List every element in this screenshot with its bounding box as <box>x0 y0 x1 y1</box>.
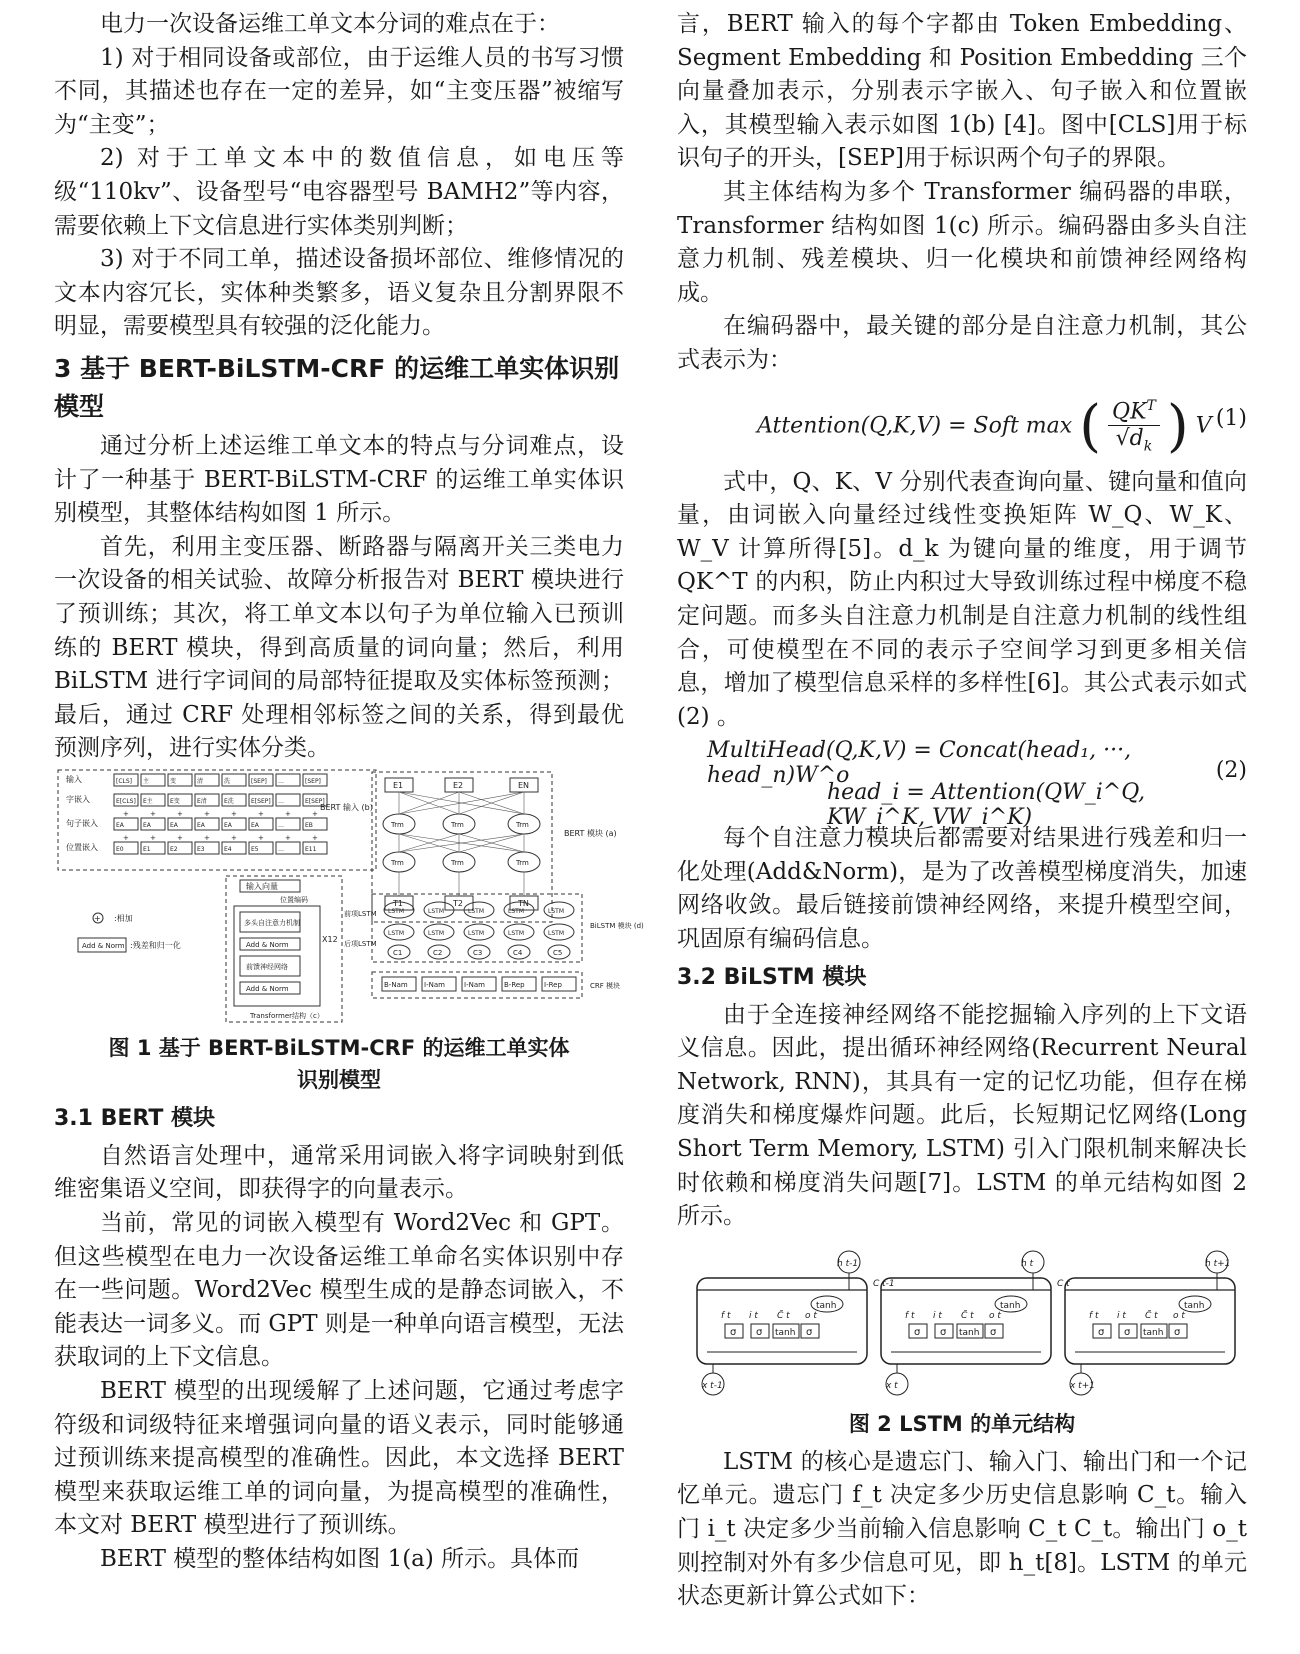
equation-1-v: V <box>1195 413 1212 439</box>
fig1-crf-tag: I-Nam <box>424 980 445 989</box>
equation-2-line-1: MultiHead(Q,K,V) = Concat(head₁, ···, head_n)W^o <box>707 738 1132 789</box>
fig2-tanh: tanh <box>1143 1327 1164 1338</box>
fig1-c-node: C5 <box>553 948 563 957</box>
section-3-paragraph-1: 通过分析上述运维工单文本的特点与分词难点，设计了一种基于 BERT-BiLSTM-CRF 的运维工单实体识别模型，其整体结构如图 1 所示。 <box>54 432 624 527</box>
section-3-2-heading: 3.2 BiLSTM 模块 <box>677 964 867 990</box>
right-column <box>677 8 1247 1614</box>
fig1-lstm-forward: LSTM <box>428 907 444 915</box>
fig1-plus-sign: + <box>312 809 318 818</box>
fig2-sigma: σ <box>756 1326 763 1338</box>
section-3-1-paragraph-2: 当前，常见的词嵌入模型有 Word2Vec 和 GPT。但这些模型在电力一次设备运维工单命名实体识别中存在一些问题。Word2Vec 模型生成的是静态词嵌入，不能表达一词多义。而 GPT 则是一种单向语言模型，无法获取词的上下文信息。 <box>54 1210 624 1371</box>
fig1-mha: 多头自注意力机制 <box>244 918 300 927</box>
fig1-e-node: EN <box>518 780 530 790</box>
fig1-token-text: 主 <box>143 777 150 785</box>
fig1-c-node: C1 <box>393 948 403 957</box>
intro-text: 电力一次设备运维工单文本分词的难点在于： <box>100 11 560 37</box>
fig1-e-node: E1 <box>393 780 404 790</box>
fig1-lstm-forward: LSTM <box>508 907 524 915</box>
equation-1-numerator: QK <box>1112 399 1147 425</box>
fig1-position-encoding: 位置编码 <box>280 895 308 904</box>
fig1-plus-sign: + <box>150 833 156 842</box>
fig1-pos-emb-text: E2 <box>170 845 178 853</box>
fig1-lstm-backward: LSTM <box>508 929 524 937</box>
fig1-plus-sign: + <box>150 809 156 818</box>
fig1-c-node: C2 <box>433 948 443 957</box>
fig2-cell <box>697 1278 867 1364</box>
fig1-lstm-forward: LSTM <box>468 907 484 915</box>
difficulty-item-2: 2) 对于工单文本中的数值信息，如电压等级“110kv”、设备型号“电容器型号 BAMH2”等内容，需要依赖上下文信息进行实体类别判断； <box>54 145 624 239</box>
equation-2 <box>677 734 1247 831</box>
fig1-crf-tag: B-Rep <box>504 980 525 989</box>
figure-1-caption-line-2: 识别模型 <box>297 1067 381 1092</box>
fig1-transformer-input: 输入向量 <box>246 881 278 891</box>
fig1-addnorm-legend-box: Add & Norm <box>82 941 125 950</box>
fig1-plus-sign: + <box>312 833 318 842</box>
fig1-pos-emb-text: E0 <box>116 845 124 853</box>
equation-1-lhs: Attention(Q,K,V) = Soft max <box>757 413 1073 439</box>
fig2-tanh: tanh <box>1184 1300 1205 1311</box>
fig1-tok-emb-text: E洗 <box>224 797 234 805</box>
fig1-tok-emb-text: E主 <box>143 797 153 805</box>
fig1-tok-emb-text: E[SEP] <box>305 797 325 805</box>
fig1-segment-label: 句子嵌入 <box>66 818 98 828</box>
fig1-backward-lstm: 后项LSTM <box>344 939 377 948</box>
fig2-h-label: h t+1 <box>1205 1258 1231 1269</box>
fig2-x-label: x t+1 <box>1070 1380 1095 1391</box>
fig2-c-label: C t-1 <box>873 1278 895 1289</box>
attention-intro-paragraph: 在编码器中，最关键的部分是自注意力机制，其公式表示为： <box>677 313 1247 373</box>
fig1-token-text: … <box>278 777 284 785</box>
fig1-seg-emb-text: EA <box>116 821 124 829</box>
fig2-cell <box>1065 1278 1235 1364</box>
equation-2-label: (2) <box>1215 758 1247 784</box>
equation-1: Attention(Q,K,V) = Soft max ( $\frac{QK^T}{√d_k}$ ) V (1) <box>757 393 1247 459</box>
fig1-plus-legend: :相加 <box>114 913 133 923</box>
fig2-x-label: x t <box>886 1380 898 1391</box>
fig1-token-label: 字嵌入 <box>66 794 90 804</box>
fig1-pos-emb-text: … <box>278 845 284 853</box>
fig1-trm-node: Trm <box>451 858 464 867</box>
fig1-lstm-backward: LSTM <box>388 929 404 937</box>
fig1-tok-emb-text: E[CLS] <box>116 797 136 805</box>
lstm-core-paragraph: LSTM 的核心是遗忘门、输入门、输出门和一个记忆单元。遗忘门 f_t 决定多少历史信息影响 C_t。输入门 i_t 决定多少当前输入信息影响 C_t C_t。输出门 o_t 则控制对外有多少信息可见，即 h_t[8]。LSTM 的单元状态更新计算公式如下： <box>677 1448 1247 1610</box>
fig1-plus-sign: + <box>231 809 237 818</box>
fig2-h-label: h t-1 <box>837 1258 859 1269</box>
difficulty-item-1: 1) 对于相同设备或部位，由于运维人员的书写习惯不同，其描述也存在一定的差异，如“主变压器”被缩写为“主变”； <box>54 44 624 138</box>
fig1-token-text: 清 <box>197 777 204 785</box>
fig1-plus-sign: + <box>123 833 129 842</box>
figure-1-caption <box>54 1032 624 1096</box>
fig2-gate-label: f t <box>1089 1310 1099 1321</box>
fig1-t-node: T1 <box>393 898 403 908</box>
fig1-plus-sign: + <box>258 809 264 818</box>
fig1-pos-emb-text: E4 <box>224 845 232 853</box>
fig1-plus-sign: + <box>285 809 291 818</box>
transformer-paragraph: 其主体结构为多个 Transformer 编码器的串联，Transformer 结构如图 1(c) 所示。编码器由多头自注意力机制、残差模块、归一化模块和前馈神经网络构成。 <box>677 178 1247 306</box>
fig1-addnorm-legend: :残差和归一化 <box>130 940 181 950</box>
section-3-paragraph-2: 首先，利用主变压器、断路器与隔离开关三类电力一次设备的相关试验、故障分析报告对 BERT 模块进行了预训练；其次，将工单文本以句子为单位输入已预训练的 BERT 模块，得到高质量的词向量；然后，利用 BiLSTM 进行字词间的局部特征提取及实体标签预测；最后，通过 CRF 处理相邻标签之间的关系，得到最优预测序列，进行实体分类。 <box>54 533 624 762</box>
svg-text:+: + <box>94 913 101 923</box>
fig1-pos-emb-text: E11 <box>305 845 317 853</box>
fig2-sigma: σ <box>730 1326 737 1338</box>
fig1-pos-emb-text: E3 <box>197 845 205 853</box>
fig2-gate-label: o t <box>805 1310 817 1321</box>
fig1-seg-emb-text: EA <box>224 821 232 829</box>
equation-1-denominator: √d <box>1115 425 1144 451</box>
fig2-tanh: tanh <box>775 1327 796 1338</box>
fig1-tok-emb-text: E[SEP] <box>251 797 271 805</box>
fig1-plus-sign: + <box>123 809 129 818</box>
bert-input-paragraph: 言，BERT 输入的每个字都由 Token Embedding、Segment Embedding 和 Position Embedding 三个向量叠加表示，分别表示字嵌入、句子嵌入和位置嵌入，其模型输入表示如图 1(b) [4]。图中[CLS]用于标识句子的开头，[SEP]用于标识两个句子的界限。 <box>677 11 1247 172</box>
fig1-seg-emb-text: EB <box>305 821 313 829</box>
fig1-bert-input-label: BERT 输入 (b) <box>320 802 373 812</box>
fig2-c-label: C t <box>1057 1278 1070 1289</box>
fig1-plus-sign: + <box>177 833 183 842</box>
fig2-gate-label: C̃ t <box>777 1310 790 1321</box>
section-3-heading: 3 基于 BERT-BiLSTM-CRF 的运维工单实体识别模型 <box>54 353 620 421</box>
fig1-plus-sign: + <box>285 833 291 842</box>
fig2-tanh: tanh <box>816 1300 837 1311</box>
fig1-plus-sign: + <box>231 833 237 842</box>
section-3-1-paragraph-1: 自然语言处理中，通常采用词嵌入将字词映射到低维密集语义空间，即获得字的向量表示。 <box>54 1142 624 1203</box>
fig2-gate-label: C̃ t <box>961 1310 974 1321</box>
fig2-gate-label: f t <box>905 1310 915 1321</box>
fig2-gate-label: i t <box>749 1310 758 1321</box>
fig1-trm-node: Trm <box>391 858 404 867</box>
fig1-t-node: T2 <box>453 898 463 908</box>
fig2-gate-label: o t <box>1173 1310 1185 1321</box>
fig1-seg-emb-text: … <box>278 821 284 829</box>
equation-1-label: (1) <box>1215 405 1247 431</box>
fig1-trm-node: Trm <box>516 858 529 867</box>
fig1-plus-sign: + <box>204 809 210 818</box>
figure-1-diagram <box>54 766 644 1028</box>
fig2-sigma: σ <box>1174 1326 1181 1338</box>
fig1-lstm-backward: LSTM <box>468 929 484 937</box>
fig1-token-text: 变 <box>170 777 177 785</box>
fig1-crf-tag: I-Nam <box>464 980 485 989</box>
fig2-sigma: σ <box>806 1326 813 1338</box>
fig2-gate-label: i t <box>1117 1310 1126 1321</box>
fig1-input-label: 输入 <box>66 774 82 784</box>
fig1-crf-tag: I-Rep <box>544 980 562 989</box>
fig1-e-node: E2 <box>453 780 464 790</box>
fig1-addnorm-2: Add & Norm <box>246 984 289 993</box>
fig1-seg-emb-text: EA <box>170 821 178 829</box>
fig1-tok-emb-text: E变 <box>170 797 180 805</box>
fig2-gate-label: i t <box>933 1310 942 1321</box>
fig1-seg-emb-text: EA <box>143 821 151 829</box>
fig1-position-label: 位置嵌入 <box>66 842 98 852</box>
figure-2-diagram <box>677 1248 1247 1404</box>
fig2-tanh: tanh <box>959 1327 980 1338</box>
fig1-lstm-forward: LSTM <box>388 907 404 915</box>
fig1-lstm-backward: LSTM <box>428 929 444 937</box>
fig2-gate-label: f t <box>721 1310 731 1321</box>
fig1-crf-tag: B-Nam <box>384 980 408 989</box>
figure-1-caption-line-1: 图 1 基于 BERT-BiLSTM-CRF 的运维工单实体 <box>108 1035 570 1060</box>
fig1-pos-emb-text: E5 <box>251 845 259 853</box>
section-3-1-paragraph-4: BERT 模型的整体结构如图 1(a) 所示。具体而 <box>100 1546 580 1572</box>
fig1-tok-emb-text: … <box>278 797 284 805</box>
fig1-plus-sign: + <box>204 833 210 842</box>
fig1-addnorm-1: Add & Norm <box>246 940 289 949</box>
fig2-x-label: x t-1 <box>702 1380 723 1391</box>
fig2-cell <box>881 1278 1051 1364</box>
bilstm-paragraph: 由于全连接神经网络不能挖掘输入序列的上下文语义信息。因此，提出循环神经网络(Recurrent Neural Network, RNN)，其具有一定的记忆功能，但存在梯度消失和梯度爆炸问题。此后，长短期记忆网络(Long Short Term Memory, LSTM) 引入门限机制来解决长时依赖和梯度消失问题[7]。LSTM 的单元结构如图 2 所示。 <box>677 1001 1247 1230</box>
fig1-token-text: [CLS] <box>116 777 133 785</box>
fig1-t-node: TN <box>518 898 529 908</box>
fig2-gate-label: o t <box>989 1310 1001 1321</box>
figure-2-caption: 图 2 LSTM 的单元结构 <box>848 1411 1076 1436</box>
section-3-1-paragraph-3: BERT 模型的出现缓解了上述问题，它通过考虑字符级和词级特征来增强词向量的语义表示，同时能够通过预训练来提高模型的准确性。因此，本文选择 BERT 模型来获取运维工单的词向量，为提高模型的准确性，本文对 BERT 模型进行了预训练。 <box>54 1378 624 1539</box>
fig1-forward-lstm: 前项LSTM <box>344 909 377 918</box>
fig1-c-node: C3 <box>473 948 483 957</box>
fig1-x12: X12 <box>322 934 338 944</box>
section-3-1-heading: 3.1 BERT 模块 <box>54 1105 216 1131</box>
fig1-bilstm-label: BiLSTM 模块 (d) <box>590 921 644 930</box>
fig1-lstm-backward: LSTM <box>548 929 564 937</box>
equation-2-line-2: head_i = Attention(QW_i^Q, KW_i^K, VW_i^K) <box>827 780 1146 831</box>
fig2-tanh: tanh <box>1000 1300 1021 1311</box>
fig1-trm-node: Trm <box>516 820 529 829</box>
attention-explanation-paragraph: 式中，Q、K、V 分别代表查询向量、键向量和值向量，由词嵌入向量经过线性变换矩阵 W_Q、W_K、W_V 计算所得[5]。d_k 为键向量的维度，用于调节 QK^T 的内积，防止内积过大导致训练过程中梯度不稳定问题。而多头自注意力机制是自注意力机制的线性组合，可使模型在不同的表示子空间学习到更多相关信息，增加了模型信息采样的多样性[6]。其公式表示如式(2) 。 <box>677 468 1247 730</box>
fig1-seg-emb-text: EA <box>251 821 259 829</box>
fig1-seg-emb-text: EA <box>197 821 205 829</box>
fig1-pos-emb-text: E1 <box>143 845 151 853</box>
fig1-tok-emb-text: E清 <box>197 797 207 805</box>
fig1-crf-label: CRF 模块 <box>590 981 621 990</box>
addnorm-paragraph: 每个自注意力模块后都需要对结果进行残差和归一化处理(Add&Norm)，是为了改善模型梯度消失，加速网络收敛。最后链接前馈神经网络，来提升模型空间，巩固原有编码信息。 <box>677 825 1247 953</box>
fig1-lstm-forward: LSTM <box>548 907 564 915</box>
fig1-trm-node: Trm <box>391 820 404 829</box>
fig2-sigma: σ <box>990 1326 997 1338</box>
fig1-token-text: [SEP] <box>305 777 321 785</box>
fig1-c-node: C4 <box>513 948 523 957</box>
fig1-token-text: 洗 <box>224 777 231 785</box>
fig1-plus-sign: + <box>177 809 183 818</box>
fig1-ffn: 前馈神经网络 <box>246 962 288 971</box>
fig2-sigma: σ <box>1098 1326 1105 1338</box>
left-column <box>54 8 644 1577</box>
fig1-token-text: [SEP] <box>251 777 267 785</box>
difficulty-item-3: 3) 对于不同工单，描述设备损坏部位、维修情况的文本内容冗长，实体种类繁多，语义复杂且分割界限不明显，需要模型具有较强的泛化能力。 <box>54 246 624 340</box>
fig2-sigma: σ <box>1124 1326 1131 1338</box>
fig1-trm-node: Trm <box>451 820 464 829</box>
fig2-gate-label: C̃ t <box>1145 1310 1158 1321</box>
fig2-h-label: h t <box>1021 1258 1034 1269</box>
fig1-plus-sign: + <box>258 833 264 842</box>
bert-input-box <box>58 770 376 870</box>
fig1-bert-module-label: BERT 模块 (a) <box>564 828 617 838</box>
fig1-transformer-label: Transformer结构（c） <box>250 1011 324 1020</box>
fig2-sigma: σ <box>940 1326 947 1338</box>
fig2-sigma: σ <box>914 1326 921 1338</box>
